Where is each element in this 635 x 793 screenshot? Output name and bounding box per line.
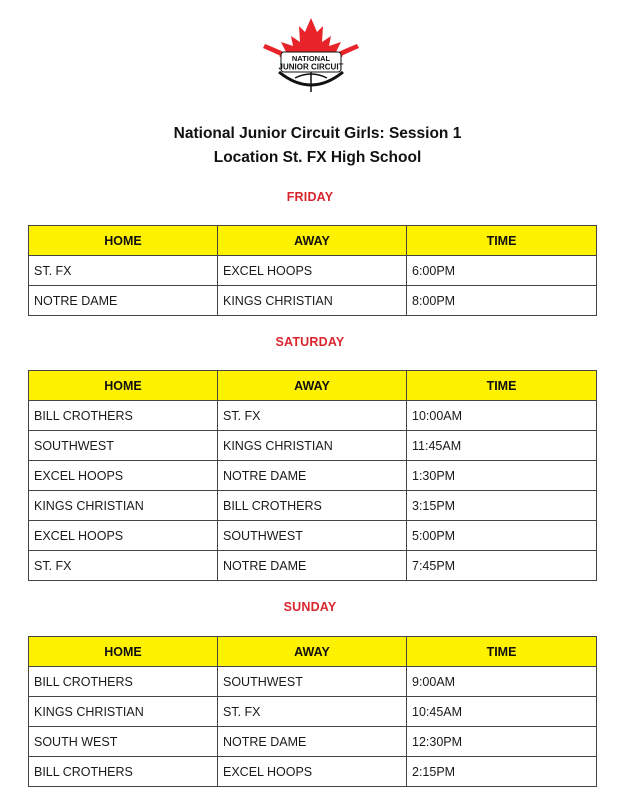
time-cell: 12:30PM	[407, 727, 597, 757]
table-header-row	[29, 637, 597, 667]
home-cell: EXCEL HOOPS	[29, 461, 218, 491]
table-row	[29, 401, 597, 431]
time-cell: 2:15PM	[407, 757, 597, 787]
time-cell: 8:00PM	[407, 286, 597, 316]
away-cell: ST. FX	[218, 697, 407, 727]
time-cell: 6:00PM	[407, 256, 597, 286]
column-header-home: HOME	[29, 226, 218, 256]
day-heading-friday: FRIDAY	[286, 190, 334, 204]
time-cell: 5:00PM	[407, 521, 597, 551]
table-row	[29, 727, 597, 757]
column-header-time: TIME	[407, 637, 597, 667]
time-cell: 9:00AM	[407, 667, 597, 697]
home-cell: BILL CROTHERS	[29, 667, 218, 697]
away-cell: SOUTHWEST	[218, 667, 407, 697]
home-cell: ST. FX	[29, 256, 218, 286]
away-cell: BILL CROTHERS	[218, 491, 407, 521]
schedule-table-saturday	[28, 370, 597, 581]
away-cell: ST. FX	[218, 401, 407, 431]
home-cell: SOUTHWEST	[29, 431, 218, 461]
table-row	[29, 286, 597, 316]
table-row	[29, 551, 597, 581]
table-header-row	[29, 226, 597, 256]
home-cell: EXCEL HOOPS	[29, 521, 218, 551]
day-heading-saturday: SATURDAY	[275, 335, 345, 349]
table-row	[29, 431, 597, 461]
time-cell: 10:00AM	[407, 401, 597, 431]
day-heading-sunday: SUNDAY	[283, 600, 337, 614]
column-header-away: AWAY	[218, 226, 407, 256]
away-cell: EXCEL HOOPS	[218, 757, 407, 787]
column-header-time: TIME	[407, 226, 597, 256]
column-header-time: TIME	[407, 371, 597, 401]
table-row	[29, 757, 597, 787]
schedule-table-friday	[28, 225, 597, 316]
away-cell: SOUTHWEST	[218, 521, 407, 551]
column-header-away: AWAY	[218, 637, 407, 667]
home-cell: NOTRE DAME	[29, 286, 218, 316]
time-cell: 7:45PM	[407, 551, 597, 581]
away-cell: KINGS CHRISTIAN	[218, 431, 407, 461]
time-cell: 10:45AM	[407, 697, 597, 727]
home-cell: KINGS CHRISTIAN	[29, 491, 218, 521]
away-cell: KINGS CHRISTIAN	[218, 286, 407, 316]
national-junior-circuit-logo	[255, 14, 367, 96]
table-row	[29, 697, 597, 727]
page-title: National Junior Circuit Girls: Session 1	[173, 125, 462, 142]
away-cell: EXCEL HOOPS	[218, 256, 407, 286]
home-cell: KINGS CHRISTIAN	[29, 697, 218, 727]
time-cell: 3:15PM	[407, 491, 597, 521]
home-cell: SOUTH WEST	[29, 727, 218, 757]
page-subtitle-location: Location St. FX High School	[213, 149, 422, 166]
away-cell: NOTRE DAME	[218, 727, 407, 757]
table-row	[29, 521, 597, 551]
home-cell: ST. FX	[29, 551, 218, 581]
logo-line2: JUNIOR CIRCUIT	[278, 62, 344, 72]
home-cell: BILL CROTHERS	[29, 757, 218, 787]
time-cell: 1:30PM	[407, 461, 597, 491]
home-cell: BILL CROTHERS	[29, 401, 218, 431]
logo-line1: NATIONAL	[291, 54, 331, 63]
time-cell: 11:45AM	[407, 431, 597, 461]
away-cell: NOTRE DAME	[218, 461, 407, 491]
away-cell: NOTRE DAME	[218, 551, 407, 581]
column-header-away: AWAY	[218, 371, 407, 401]
column-header-home: HOME	[29, 371, 218, 401]
table-row	[29, 667, 597, 697]
table-row	[29, 461, 597, 491]
table-header-row	[29, 371, 597, 401]
table-row	[29, 491, 597, 521]
schedule-table-sunday	[28, 636, 597, 787]
column-header-home: HOME	[29, 637, 218, 667]
table-row	[29, 256, 597, 286]
